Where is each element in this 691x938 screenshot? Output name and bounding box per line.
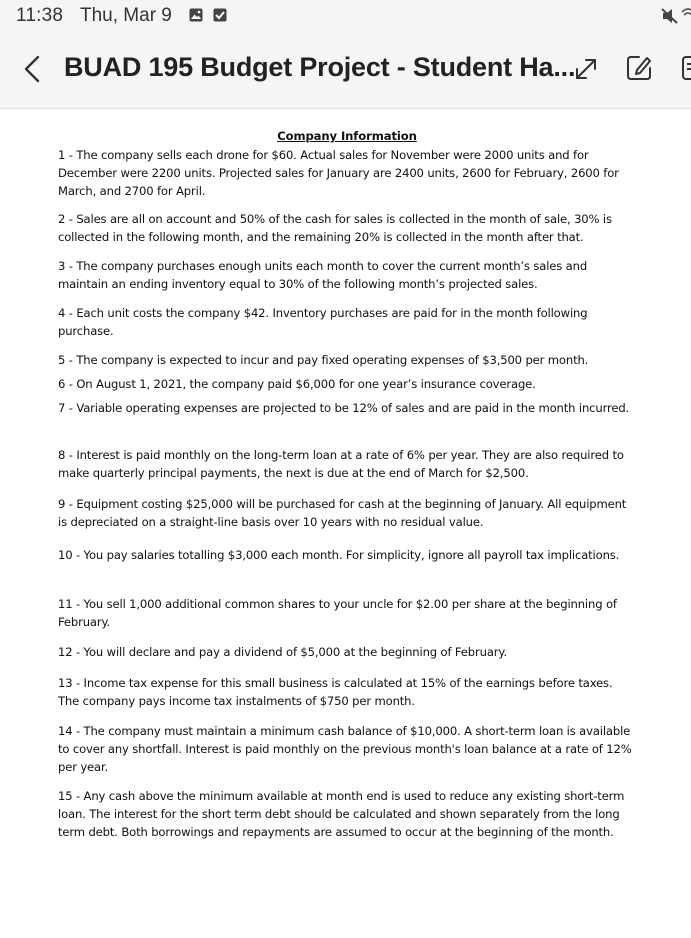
wifi-icon	[681, 7, 691, 21]
check-box-icon	[213, 8, 227, 22]
edit-icon[interactable]	[625, 54, 653, 82]
list-item: 8 - Interest is paid monthly on the long-term loan at a rate of 6% per year. They are also required to make quarterly principal payments, the next is due at the end of March for $2,500.	[58, 448, 624, 480]
status-bar	[0, 0, 691, 32]
list-item: 13 - Income tax expense for this small business is calculated at 15% of the earnings before taxes. The company pays income tax instalments of $750 per month.	[58, 676, 613, 708]
back-arrow-icon[interactable]	[18, 54, 46, 84]
app-bar	[0, 32, 691, 109]
status-date: Thu, Mar 9	[80, 5, 172, 26]
list-item: 11 - You sell 1,000 additional common shares to your uncle for $2.00 per share at the beginning of February.	[58, 597, 617, 629]
list-item: 7 - Variable operating expenses are projected to be 12% of sales and are paid in the month incurred.	[58, 401, 630, 415]
list-item: 15 - Any cash above the minimum available at month end is used to reduce any existing short-term loan. The interest for the short term debt should be calculated and shown separately from the long term debt. Both borrowings and repayments are assumed to occur at the beginning of the month.	[58, 789, 625, 839]
list-item: 9 - Equipment costing $25,000 will be purchased for cash at the beginning of January. All equipment is depreciated on a straight-line basis over 10 years with no residual value.	[58, 497, 627, 529]
document-page	[58, 127, 636, 841]
list-item: 1 - The company sells each drone for $60. Actual sales for November were 2000 units and for December were 2200 units. Projected sales for January are 2400 units, 2600 for February, 2600 for March, and 2700 for April.	[58, 148, 619, 198]
list-item: 14 - The company must maintain a minimum cash balance of $10,000. A short-term loan is available to cover any shortfall. Interest is paid monthly on the previous month's loan balance at a rate of 12% per year.	[58, 724, 632, 774]
list-item: 6 - On August 1, 2021, the company paid $6,000 for one year’s insurance coverage.	[58, 377, 536, 391]
list-item: 2 - Sales are all on account and 50% of the cash for sales is collected in the month of sale, 30% is collected in the following month, and the remaining 20% is collected in the month after that.	[58, 212, 612, 244]
list-item: 4 - Each unit costs the company $42. Inventory purchases are paid for in the month following purchase.	[58, 306, 588, 338]
expand-icon[interactable]	[573, 56, 599, 82]
page-title: BUAD 195 Budget Project - Student Ha...	[64, 52, 576, 82]
more-icon[interactable]	[679, 54, 691, 82]
list-item: 12 - You will declare and pay a dividend of $5,000 at the beginning of February.	[58, 645, 507, 659]
gallery-icon	[189, 8, 203, 22]
document-heading: Company Information	[277, 129, 417, 143]
list-item: 5 - The company is expected to incur and pay fixed operating expenses of $3,500 per month.	[58, 353, 589, 367]
status-time: 11:38	[16, 5, 64, 26]
list-item: 10 - You pay salaries totalling $3,000 each month. For simplicity, ignore all payroll tax implications.	[58, 548, 620, 562]
list-item: 3 - The company purchases enough units each month to cover the current month’s sales and maintain an ending inventory equal to 30% of the following month’s projected sales.	[58, 259, 588, 291]
mute-icon	[661, 8, 679, 24]
